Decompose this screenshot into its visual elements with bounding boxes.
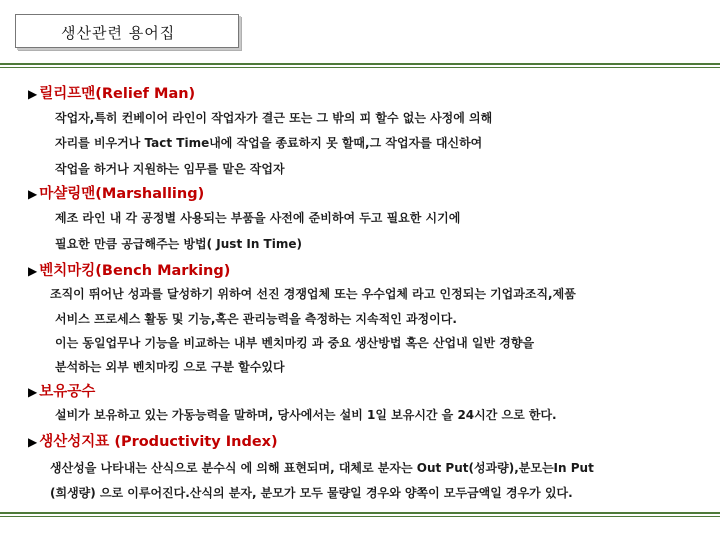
- bottom-divider-thick: [0, 512, 720, 514]
- section-heading-holding-man-hours: [28, 380, 95, 401]
- triangle-bullet-icon: ▶: [28, 87, 38, 101]
- section-heading-marshalling: [28, 182, 204, 203]
- heading-label: 보유공수: [39, 384, 96, 400]
- body-line: 작업을 하거나 지원하는 임무를 맡은 작업자: [55, 162, 285, 176]
- body-line: 작업자,특히 컨베이어 라인이 작업자가 결근 또는 그 밖의 피 할수 없는 사정에 의해: [55, 111, 493, 125]
- body-line: 제조 라인 내 각 공정별 사용되는 부품을 사전에 준비하여 두고 필요한 시기에: [55, 211, 461, 225]
- triangle-bullet-icon: ▶: [28, 385, 38, 399]
- body-line: 자리를 비우거나 Tact Time내에 작업을 종료하지 못 할때,그 작업자를 대신하여: [55, 136, 483, 150]
- body-line: 이는 동일업무나 기능을 비교하는 내부 벤치마킹 과 중요 생산방법 혹은 산업내 일반 경향을: [55, 336, 535, 350]
- section-heading-productivity-index: [28, 430, 278, 451]
- triangle-bullet-icon: ▶: [28, 187, 38, 201]
- triangle-bullet-icon: ▶: [28, 264, 38, 278]
- heading-label: 벤치마킹(Bench Marking): [39, 263, 231, 279]
- body-line: 분석하는 외부 벤치마킹 으로 구분 할수있다: [55, 360, 285, 374]
- body-line: 생산성을 나타내는 산식으로 분수식 에 의해 표현되며, 대체로 분자는 Out Put(성과량),분모는In Put: [50, 461, 594, 475]
- body-line: (희생량) 으로 이루어진다.산식의 분자, 분모가 모두 물량일 경우와 양쪽이 모두금액일 경우가 있다.: [50, 486, 573, 500]
- body-line: 서비스 프로세스 활동 및 기능,혹은 관리능력을 측정하는 지속적인 과정이다.: [55, 312, 457, 326]
- top-divider-thick: [0, 63, 720, 65]
- body-line: 설비가 보유하고 있는 가동능력을 말하며, 당사에서는 설비 1일 보유시간 을 24시간 으로 한다.: [55, 408, 557, 422]
- body-line: 조직이 뛰어난 성과를 달성하기 위하여 선진 경쟁업체 또는 우수업체 라고 인정되는 기업과조직,제품: [50, 287, 576, 301]
- page-title: 생산관련 용어집: [61, 24, 176, 42]
- body-line: 필요한 만큼 공급해주는 방법( Just In Time): [55, 237, 302, 251]
- triangle-bullet-icon: ▶: [28, 435, 38, 449]
- heading-label: 마샬링맨(Marshalling): [39, 186, 205, 202]
- heading-label: 생산성지표 (Productivity Index): [39, 434, 278, 450]
- title-box: [15, 14, 239, 48]
- bottom-divider-thin: [0, 516, 720, 517]
- section-heading-bench-marking: [28, 259, 230, 280]
- heading-label: 릴리프맨(Relief Man): [39, 86, 196, 102]
- section-heading-relief-man: [28, 82, 195, 103]
- top-divider-thin: [0, 67, 720, 68]
